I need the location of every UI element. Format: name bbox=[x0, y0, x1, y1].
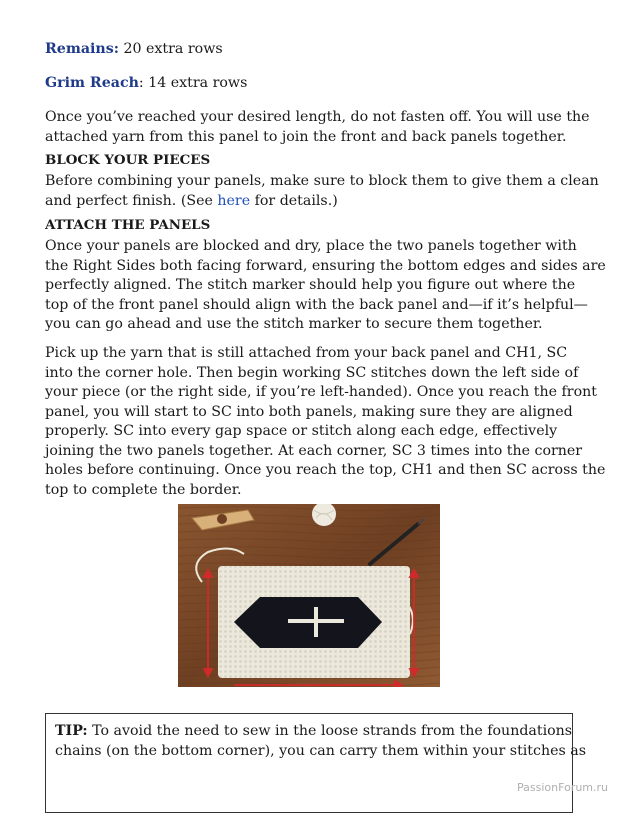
tip-line: chains (on the bottom corner), you can carry them within your stitches as bbox=[55, 742, 587, 759]
attach-text-line: top of the front panel should align with the back panel and—if it’s helpful— bbox=[45, 296, 588, 313]
pickup-text-line: holes before continuing. Once you reach the top, CH1 and then SC across the bbox=[45, 462, 606, 478]
block-text-line: Before combining your panels, make sure to block them to give them a clean bbox=[45, 173, 599, 189]
block-text-start: and perfect finish. (See bbox=[45, 192, 218, 209]
remains-line bbox=[45, 40, 223, 60]
attach-text-line: Once your panels are blocked and dry, place the two panels together with bbox=[45, 238, 577, 254]
block-text-line bbox=[45, 192, 338, 212]
pickup-text-line: your piece (or the right side, if you’re left-handed). Once you reach the front bbox=[45, 384, 597, 400]
tip-line bbox=[55, 722, 572, 742]
remains-value: 20 extra rows bbox=[118, 41, 223, 57]
grim-reach-line bbox=[45, 74, 247, 94]
here-link[interactable]: here bbox=[217, 192, 251, 209]
crochet-panel-photo bbox=[178, 504, 440, 687]
attach-text-line: perfectly aligned. The stitch marker should help you figure out where the bbox=[45, 277, 576, 293]
tip-label: TIP: bbox=[55, 723, 88, 739]
pickup-text-line: top to complete the border. bbox=[45, 481, 242, 498]
block-heading: BLOCK YOUR PIECES bbox=[45, 152, 211, 168]
attach-text-line: you can go ahead and use the stitch marker to secure them together. bbox=[45, 316, 543, 332]
pickup-text-line: into the corner hole. Then begin working SC stitches down the left side of bbox=[45, 364, 579, 381]
crochet-photo-illustration bbox=[178, 504, 440, 687]
pickup-text-line: properly. SC into every gap space or stitch along each edge, effectively bbox=[45, 423, 558, 439]
paragraph1-line: attached yarn from this panel to join the front and back panels together. bbox=[45, 128, 567, 145]
attach-heading: ATTACH THE PANELS bbox=[45, 217, 211, 233]
paragraph1-line: Once you’ve reached your desired length, do not fasten off. You will use the bbox=[45, 109, 590, 125]
tip-text: To avoid the need to sew in the loose strands from the foundations bbox=[87, 723, 573, 739]
pickup-text-line: joining the two panels together. At each corner, SC 3 times into the corner bbox=[45, 442, 583, 459]
watermark: PassionForum.ru bbox=[517, 781, 608, 794]
pickup-text-line: Pick up the yarn that is still attached from your back panel and CH1, SC bbox=[45, 345, 568, 361]
tip-box bbox=[45, 713, 587, 813]
block-text-end: for details.) bbox=[250, 192, 338, 209]
remains-label: Remains: bbox=[45, 41, 119, 57]
grim-reach-label: Grim Reach bbox=[45, 75, 139, 91]
attach-text-line: the Right Sides both facing forward, ensuring the bottom edges and sides are bbox=[45, 257, 606, 274]
pickup-text-line: panel, you will start to SC into both panels, making sure they are aligned bbox=[45, 403, 573, 420]
grim-reach-value: : 14 extra rows bbox=[138, 75, 248, 91]
